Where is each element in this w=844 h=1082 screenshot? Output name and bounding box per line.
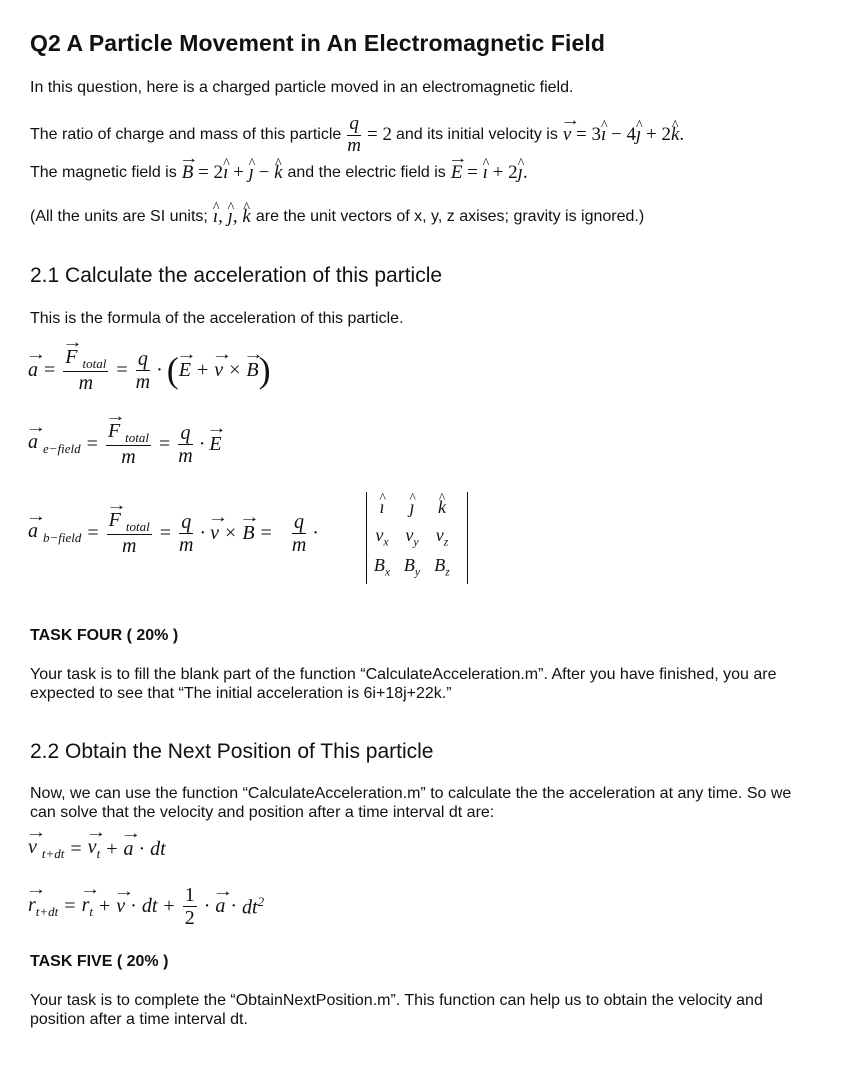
magnetic-field-equation: → B = 2^ ı + ^ ȷ − ^ k (182, 162, 283, 184)
page-title: Q2 A Particle Movement in An Electromagnetic Field (30, 30, 606, 56)
units-text-b: are the unit vectors of x, y, z axises; gravity is ignored.) (255, 208, 645, 225)
task-four-text: Your task is to fill the blank part of the function “CalculateAcceleration.m”. After you have finished, you are expected to see that “The initial acceleration is 6i+18j+22k.” (30, 666, 777, 702)
electric-acceleration-formula: → a $_{e-field}$ = → $\frac{F _{total}}{m}$ = $\frac{q}{m}$ · → E (28, 420, 222, 468)
ratio-text-b: and its initial velocity is (395, 126, 558, 143)
units-text-a: (All the units are SI units; (30, 208, 208, 225)
intro-paragraph: In this question, here is a charged particle moved in an electromagnetic field. (30, 79, 574, 96)
section-2-1-heading: 2.1 Calculate the acceleration of this particle (30, 264, 443, 287)
ratio-text-a: The ratio of charge and mass of this particle (30, 126, 342, 143)
magnetic-acceleration-formula: → a $_{b-field}$ = → $\frac{F _{total}}{m}$ = $\frac{q}{m}$ · → v × → B = $\frac{q}{m}$ · (28, 509, 323, 557)
next-position-text: Now, we can use the function “CalculateAcceleration.m” to calculate the the acceleration at any time. So we can solve that the velocity and position after a time interval dt are: (30, 785, 792, 821)
unit-vectors: ^ ı, ^ ȷ, ^ k (213, 206, 251, 228)
initial-velocity-equation: → v = 3^ ı − 4^ ȷ + 2^ k. (563, 124, 684, 146)
electric-field-equation: → E = ^ ı + 2^ ȷ. (451, 162, 528, 184)
field-line (30, 160, 528, 186)
position-update-formula: → $r_{t+dt}$ = → $r_t$ + → v · dt + $\frac{1}{2}$ · → a · $dt^2$ (28, 884, 264, 929)
task-four-heading: TASK FOUR ( 20% ) (30, 627, 179, 644)
field-text-a: The magnetic field is (30, 164, 177, 181)
field-text-b: and the electric field is (287, 164, 446, 181)
formula-intro: This is the formula of the acceleration of this particle. (30, 310, 404, 327)
acceleration-formula: → a = → $\frac{F _{total}}{m}$ = $\frac{q}{m}$ · ( → E + → v × → B ) (28, 346, 271, 394)
ratio-line: The ratio of charge and mass of this particle $\frac{q}{m}$ = 2 and its initial velocity is → v = 3^ ı − 4^ ȷ + 2^ k. (30, 112, 684, 158)
task-five-heading: TASK FIVE ( 20% ) (30, 953, 169, 970)
task-five-text: Your task is to complete the “ObtainNextPosition.m”. This function can help us to obtain the velocity and position after a time interval dt. (30, 992, 763, 1028)
cross-product-determinant: ^ ı ^ ȷ ^ k $v_x$ $v_y$ $v_z$ $B_x$ $B_y$ $B_z$ (366, 492, 468, 584)
q-over-m-fraction: $\frac{q}{m}$ (347, 112, 361, 156)
section-2-2-heading: 2.2 Obtain the Next Position of This particle (30, 740, 434, 763)
velocity-update-formula: → v $_{t+dt}$ = → $v_t$ + → a · dt (28, 836, 166, 862)
units-line (30, 204, 644, 230)
